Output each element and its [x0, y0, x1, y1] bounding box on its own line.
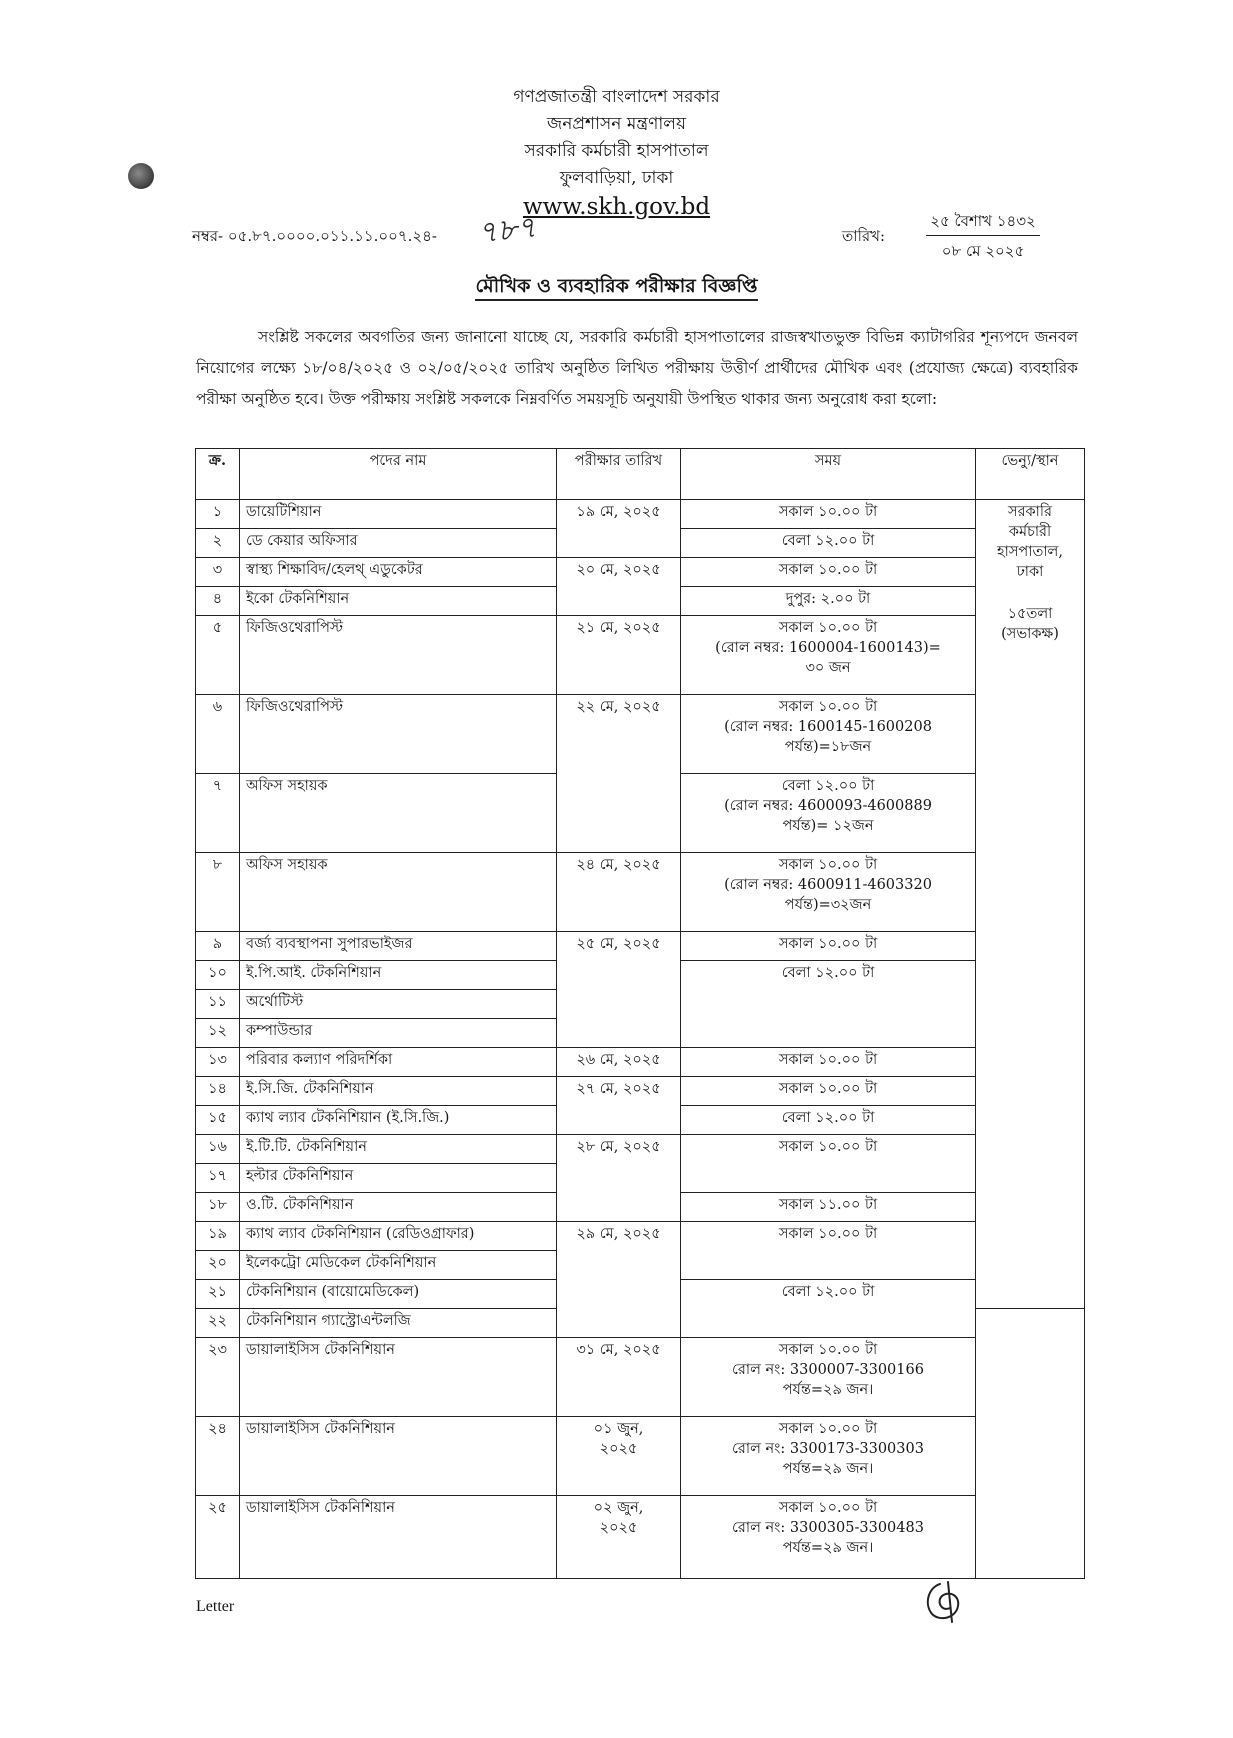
row-post: ডে কেয়ার অফিসার [240, 529, 557, 558]
venue-empty-cell [976, 1309, 1085, 1579]
venue-line: সরকারি [1007, 504, 1053, 520]
exam-date: ২৯ মে, ২০২৫ [557, 1222, 681, 1338]
exam-time: বেলা ১২.০০ টা [681, 961, 976, 1048]
exam-time: সকাল ১০.০০ টা [681, 500, 976, 529]
exam-time: বেলা ১২.০০ টা [681, 1280, 976, 1338]
date-line: ২০২৫ [599, 1520, 638, 1536]
time-line: সকাল ১০.০০ টা [778, 857, 878, 873]
row-post: ক্যাথ ল্যাব টেকনিশিয়ান (ই.সি.জি.) [240, 1106, 557, 1135]
notice-body: সংশ্লিষ্ট সকলের অবগতির জন্য জানানো যাচ্ছে যে, সরকারি কর্মচারী হাসপাতালের রাজস্বখাতভুক্ত বিভিন্ন ক্যাটাগরির শূন্যপদে জনবল নিয়োগের লক্ষ্যে ১৮/০৪/২০২৫ ও ০২/০৫/২০২৫ তারিখ অনুষ্ঠিত লিখিত পরীক্ষায় উত্তীর্ণ প্রার্থীদের মৌখিক এবং (প্রযোজ্য ক্ষেত্রে) ব্যবহারিক পরীক্ষা অনুষ্ঠিত হবে। উক্ত পরীক্ষায় সংশ্লিষ্ট সকলকে নিম্নবর্ণিত সময়সূচি অনুযায়ী উপস্থিত থাকার জন্য অনুরোধ করা হলো: [196, 328, 1078, 408]
schedule-table [195, 448, 1085, 1579]
exam-time [681, 1417, 976, 1496]
time-line: সকাল ১০.০০ টা [778, 699, 878, 715]
table-row [196, 616, 1085, 695]
exam-time [681, 616, 976, 695]
venue-cell [976, 500, 1085, 1309]
notice-title-wrap [0, 272, 1233, 304]
row-post: ডায়েটিশিয়ান [240, 500, 557, 529]
table-row [196, 500, 1085, 529]
venue-line: (সভাকক্ষ) [1001, 626, 1059, 642]
header-post: পদের নাম [240, 449, 557, 500]
row-sl: ২৫ [196, 1496, 240, 1579]
roll-range: (রোল নম্বর: 4600911-4603320 [724, 877, 932, 893]
paper-size-label: Letter [196, 1598, 235, 1615]
row-post: ইলেকট্রো মেডিকেল টেকনিশিয়ান [240, 1251, 557, 1280]
row-sl: ১২ [196, 1019, 240, 1048]
exam-date [557, 1417, 681, 1496]
row-post: ক্যাথ ল্যাব টেকনিশিয়ান (রেডিওগ্রাফার) [240, 1222, 557, 1251]
row-post: ই.পি.আই. টেকনিশিয়ান [240, 961, 557, 990]
exam-time: সকাল ১০.০০ টা [681, 932, 976, 961]
table-row [196, 853, 1085, 932]
table-row [196, 1135, 1085, 1164]
exam-date: ২১ মে, ২০২৫ [557, 616, 681, 695]
table-row [196, 1417, 1085, 1496]
table-row [196, 695, 1085, 774]
candidate-count: পর্যন্ত=২৯ জন। [782, 1382, 874, 1398]
exam-time: সকাল ১১.০০ টা [681, 1193, 976, 1222]
memo-handwritten-number: ৭৮৭ [476, 210, 539, 251]
roll-range: রোল নং: 3300173-3300303 [732, 1441, 924, 1457]
roll-range: (রোল নম্বর: 4600093-4600889 [724, 798, 932, 814]
exam-date: ২৭ মে, ২০২৫ [557, 1077, 681, 1135]
website-link[interactable]: www.skh.gov.bd [522, 194, 711, 220]
venue-line: হাসপাতাল, [997, 544, 1063, 560]
roll-range: রোল নং: 3300007-3300166 [732, 1362, 924, 1378]
row-sl: ৬ [196, 695, 240, 774]
memo-number: নম্বর- ০৫.৮৭.০০০০.০১১.১১.০০৭.২৪- [192, 227, 437, 245]
row-sl: ২৪ [196, 1417, 240, 1496]
exam-date: ২৮ মে, ২০২৫ [557, 1135, 681, 1222]
row-post: বর্জ্য ব্যবস্থাপনা সুপারভাইজর [240, 932, 557, 961]
exam-time [681, 1338, 976, 1417]
row-post: টেকনিশিয়ান গ্যাস্ট্রোএন্টলজি [240, 1309, 557, 1338]
time-line: সকাল ১০.০০ টা [778, 1500, 878, 1516]
exam-time: দুপুর: ২.০০ টা [681, 587, 976, 616]
exam-time: সকাল ১০.০০ টা [681, 1048, 976, 1077]
row-post: ফিজিওথেরাপিস্ট [240, 616, 557, 695]
row-sl: ১৪ [196, 1077, 240, 1106]
candidate-count: পর্যন্ত=২৯ জন। [782, 1540, 874, 1556]
row-post: অফিস সহায়ক [240, 774, 557, 853]
location: ফুলবাড়িয়া, ঢাকা [559, 168, 674, 188]
exam-date: ২০ মে, ২০২৫ [557, 558, 681, 616]
header-venue: ভেন্যু/স্থান [976, 449, 1085, 500]
candidate-count: ৩০ জন [805, 660, 851, 676]
exam-time: সকাল ১০.০০ টা [681, 558, 976, 587]
exam-date: ২৪ মে, ২০২৫ [557, 853, 681, 932]
venue-line: কর্মচারী [1008, 524, 1052, 540]
row-sl: ১ [196, 500, 240, 529]
letterhead [0, 84, 1233, 222]
row-sl: ১৬ [196, 1135, 240, 1164]
table-row [196, 1496, 1085, 1579]
table-row [196, 1077, 1085, 1106]
date-bangla: ২৫ বৈশাখ ১৪৩২ [930, 212, 1036, 230]
roll-range: (রোল নম্বর: 1600004-1600143)= [715, 640, 941, 656]
row-sl: ২২ [196, 1309, 240, 1338]
exam-time [681, 695, 976, 774]
row-post: অর্থোটিস্ট [240, 990, 557, 1019]
row-sl: ৯ [196, 932, 240, 961]
exam-date: ৩১ মে, ২০২৫ [557, 1338, 681, 1417]
row-sl: ১৩ [196, 1048, 240, 1077]
row-post: ই.টি.টি. টেকনিশিয়ান [240, 1135, 557, 1164]
exam-date: ২৬ মে, ২০২৫ [557, 1048, 681, 1077]
exam-time [681, 1496, 976, 1579]
candidate-count: পর্যন্ত)=১৮জন [784, 739, 872, 755]
row-sl: ২ [196, 529, 240, 558]
venue-line: ঢাকা [1016, 564, 1044, 580]
row-post: ডায়ালাইসিস টেকনিশিয়ান [240, 1338, 557, 1417]
table-row [196, 1338, 1085, 1417]
ministry-name: জনপ্রশাসন মন্ত্রণালয় [547, 114, 686, 134]
row-sl: ১১ [196, 990, 240, 1019]
time-line: বেলা ১২.০০ টা [781, 778, 875, 794]
exam-date: ২৫ মে, ২০২৫ [557, 932, 681, 1048]
row-post: স্বাস্থ্য শিক্ষাবিদ/হেলথ্ এডুকেটর [240, 558, 557, 587]
table-row [196, 1222, 1085, 1251]
row-sl: ১৯ [196, 1222, 240, 1251]
exam-time: বেলা ১২.০০ টা [681, 1106, 976, 1135]
row-post: ও.টি. টেকনিশিয়ান [240, 1193, 557, 1222]
roll-range: (রোল নম্বর: 1600145-1600208 [724, 719, 932, 735]
exam-date [557, 1496, 681, 1579]
date-english: ০৮ মে ২০২৫ [941, 242, 1025, 260]
exam-time [681, 853, 976, 932]
table-row [196, 932, 1085, 961]
exam-time: সকাল ১০.০০ টা [681, 1077, 976, 1106]
exam-time [681, 774, 976, 853]
exam-time: সকাল ১০.০০ টা [681, 1222, 976, 1280]
table-row [196, 1048, 1085, 1077]
row-sl: ১৮ [196, 1193, 240, 1222]
date-label: তারিখ: [842, 227, 886, 245]
venue-line: ১৫তলা [1007, 606, 1053, 622]
row-sl: ৩ [196, 558, 240, 587]
signature-mark [918, 1578, 968, 1624]
header-sl: ক্র. [196, 449, 240, 500]
row-sl: ২০ [196, 1251, 240, 1280]
row-post: ডায়ালাইসিস টেকনিশিয়ান [240, 1417, 557, 1496]
govt-name: গণপ্রজাতন্ত্রী বাংলাদেশ সরকার [513, 87, 720, 107]
hospital-name: সরকারি কর্মচারী হাসপাতাল [524, 141, 709, 161]
exam-date: ১৯ মে, ২০২৫ [557, 500, 681, 558]
table-header-row [196, 449, 1085, 500]
row-sl: ৫ [196, 616, 240, 695]
candidate-count: পর্যন্ত=২৯ জন। [782, 1461, 874, 1477]
row-post: হল্টার টেকনিশিয়ান [240, 1164, 557, 1193]
roll-range: রোল নং: 3300305-3300483 [732, 1520, 924, 1536]
header-time: সময় [681, 449, 976, 500]
time-line: সকাল ১০.০০ টা [778, 620, 878, 636]
date-divider [926, 235, 1040, 236]
header-date: পরীক্ষার তারিখ [557, 449, 681, 500]
row-post: ই.সি.জি. টেকনিশিয়ান [240, 1077, 557, 1106]
date-line: ০১ জুন, [593, 1421, 644, 1437]
row-post: পরিবার কল্যাণ পরিদর্শিকা [240, 1048, 557, 1077]
candidate-count: পর্যন্ত)= ১২জন [782, 818, 874, 834]
row-post: কম্পাউন্ডার [240, 1019, 557, 1048]
row-post: অফিস সহায়ক [240, 853, 557, 932]
date-line: ০২ জুন, [593, 1500, 644, 1516]
row-post: ডায়ালাইসিস টেকনিশিয়ান [240, 1496, 557, 1579]
row-sl: ৪ [196, 587, 240, 616]
date-line: ২০২৫ [599, 1441, 638, 1457]
notice-title: মৌখিক ও ব্যবহারিক পরীক্ষার বিজ্ঞপ্তি [475, 275, 757, 301]
exam-time: সকাল ১০.০০ টা [681, 1135, 976, 1193]
row-post: ফিজিওথেরাপিস্ট [240, 695, 557, 774]
venue-spacer [982, 582, 1078, 604]
row-sl: ৭ [196, 774, 240, 853]
time-line: সকাল ১০.০০ টা [778, 1342, 878, 1358]
row-sl: ১৫ [196, 1106, 240, 1135]
row-sl: ১০ [196, 961, 240, 990]
row-sl: ১৭ [196, 1164, 240, 1193]
row-post: ইকো টেকনিশিয়ান [240, 587, 557, 616]
row-sl: ৮ [196, 853, 240, 932]
candidate-count: পর্যন্ত)=৩২জন [784, 897, 872, 913]
row-post: টেকনিশিয়ান (বায়োমেডিকেল) [240, 1280, 557, 1309]
exam-date: ২২ মে, ২০২৫ [557, 695, 681, 853]
table-row [196, 558, 1085, 587]
row-sl: ২৩ [196, 1338, 240, 1417]
time-line: সকাল ১০.০০ টা [778, 1421, 878, 1437]
exam-time: বেলা ১২.০০ টা [681, 529, 976, 558]
row-sl: ২১ [196, 1280, 240, 1309]
